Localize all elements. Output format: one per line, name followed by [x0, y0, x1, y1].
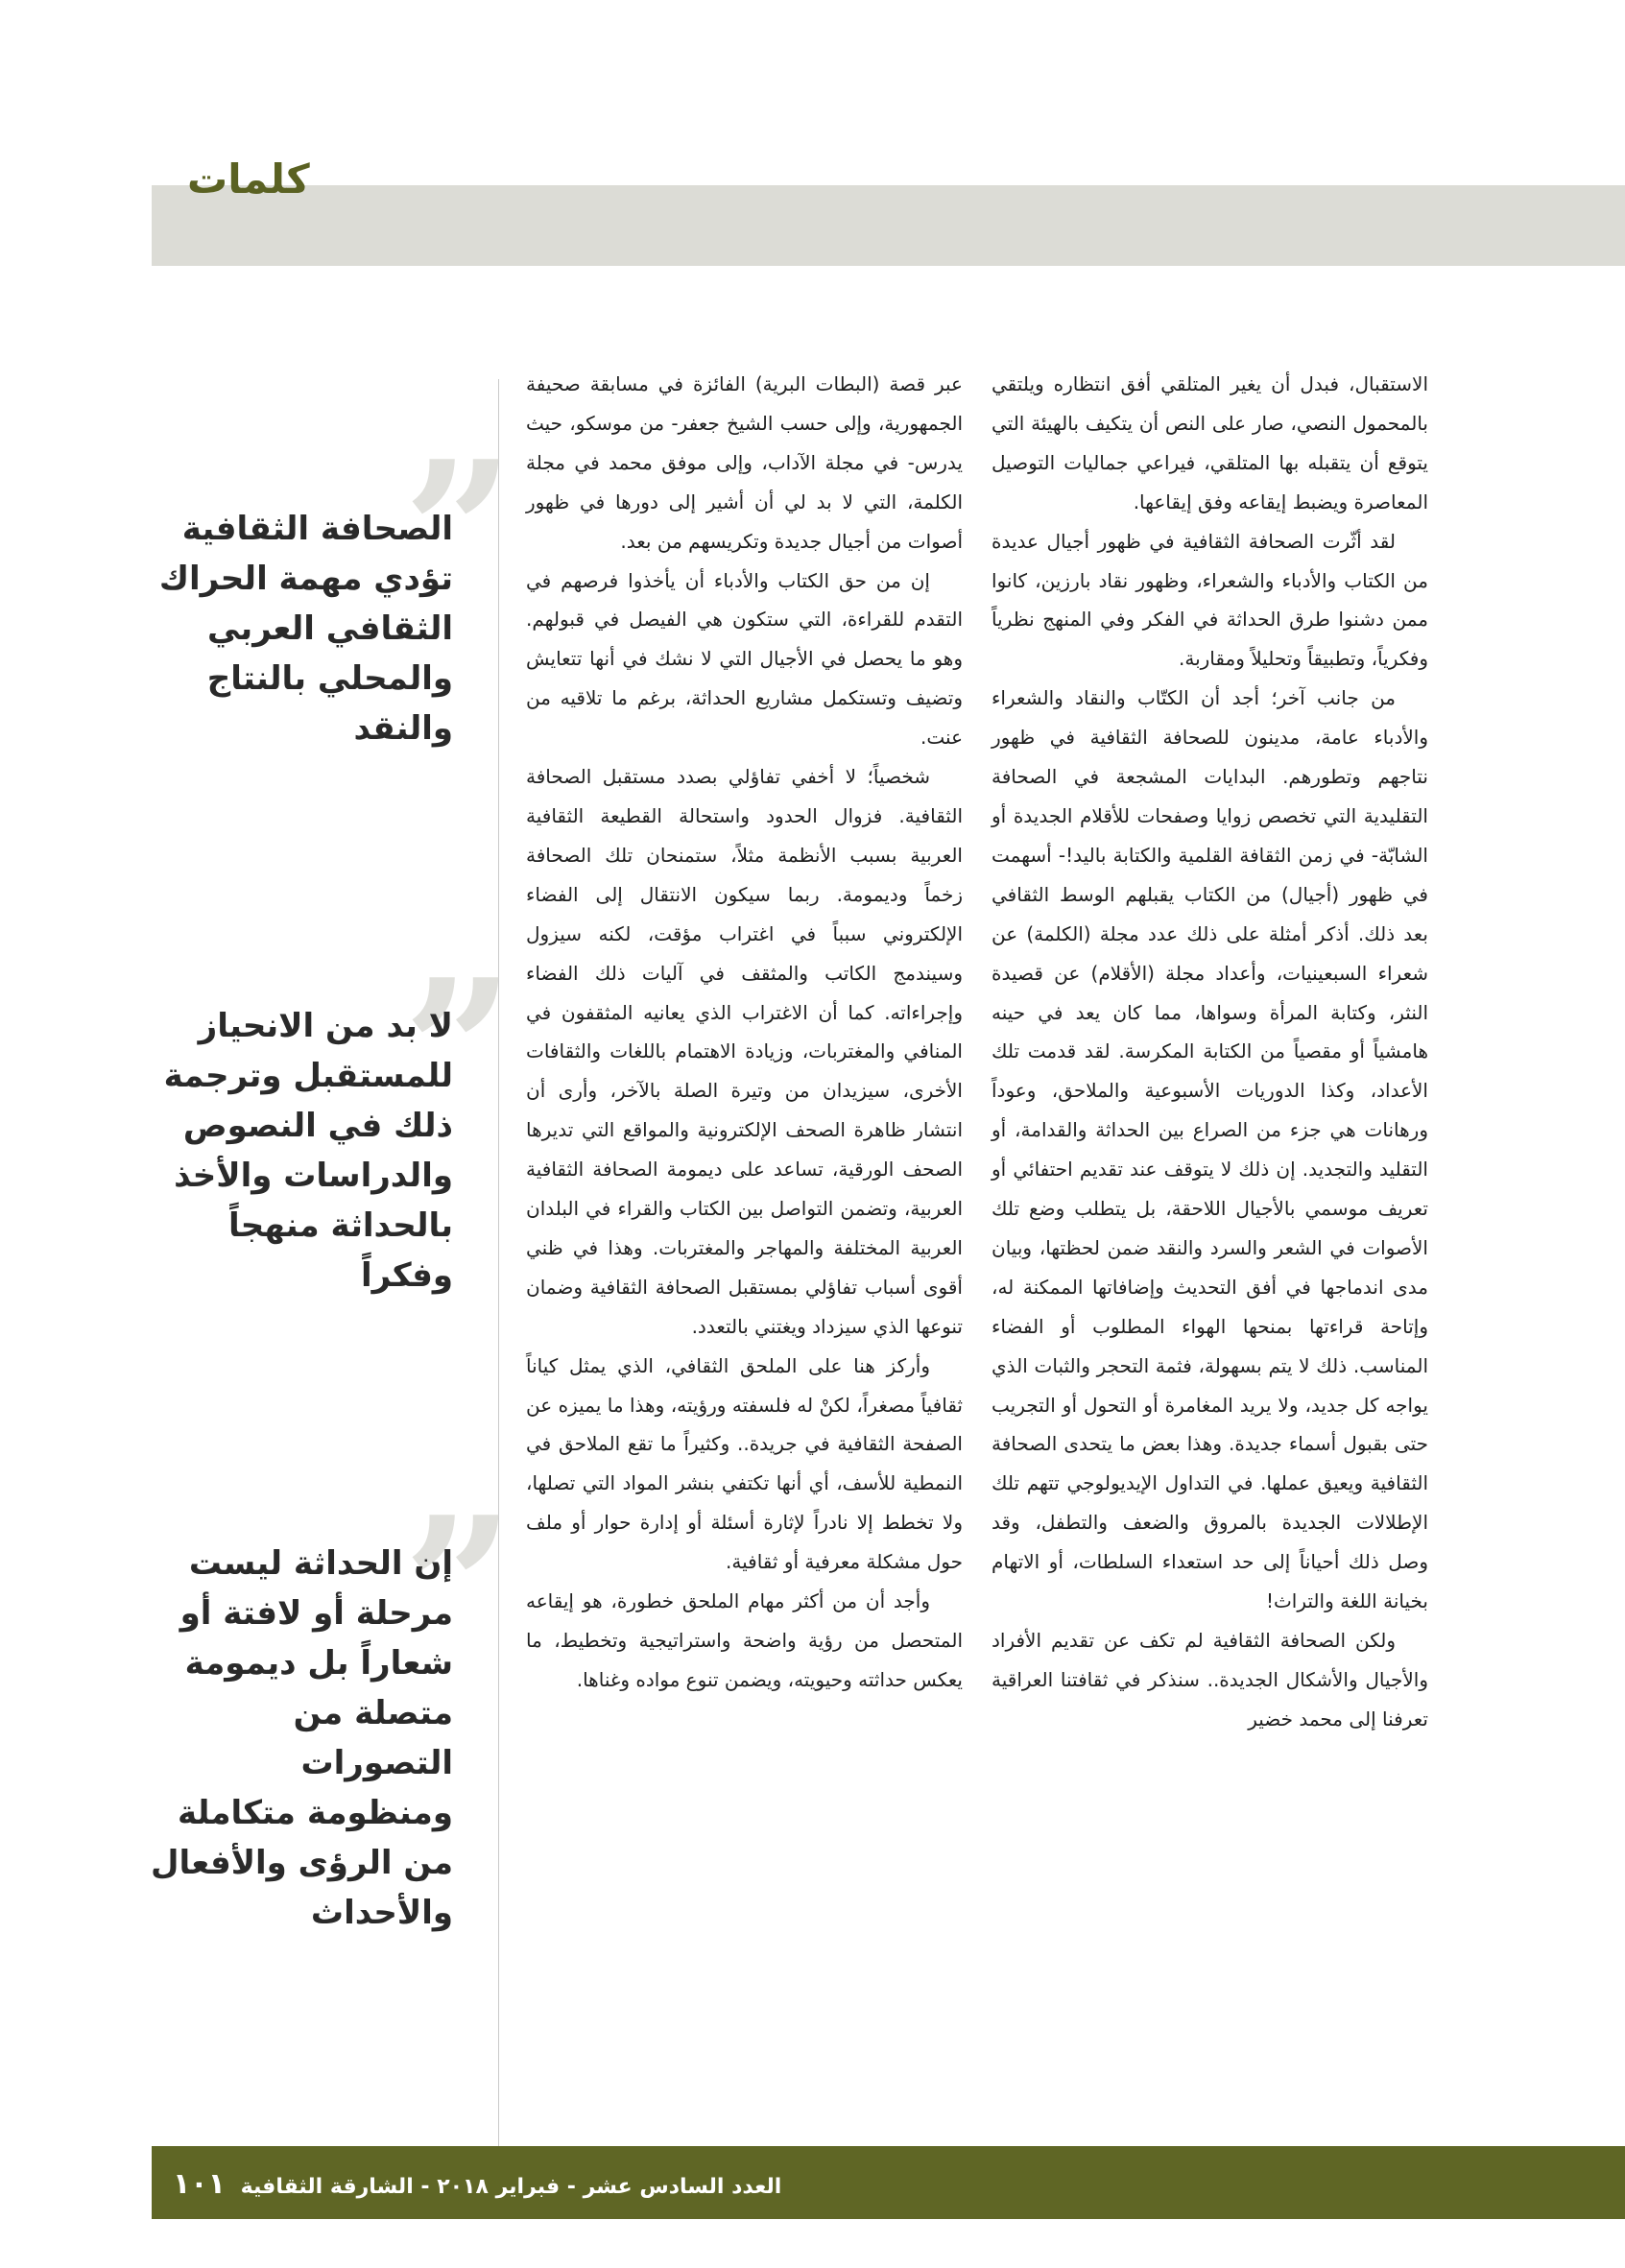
quote-mark-icon: ”: [403, 1475, 514, 1701]
section-header-band: [152, 185, 1625, 266]
quote-mark-icon: ”: [403, 938, 514, 1163]
paragraph: عبر قصة (البطات البرية) الفائزة في مسابقة صحيفة الجمهورية، وإلى حسب الشيخ جعفر- من موسكو، حيث يدرس- في مجلة الآداب، وإلى موفق محمد في مجلة الكلمة، التي لا بد لي أن أشير إلى دورها في ظهور أصوات من أجيال جديدة وتكريسهم من بعد.: [526, 372, 963, 553]
pull-quote: لا بد من الانحياز للمستقبل وترجمة ذلك في النصوص والدراسات والأخذ بالحداثة منهجاً وفكراً: [163, 1007, 453, 1295]
page-number: ١٠١: [173, 2167, 226, 2201]
pull-quote: إن الحداثة ليست مرحلة أو لافتة أو شعاراً بل ديمومة متصلة من التصورات ومنظومة متكاملة من الرؤى والأفعال والأحداث: [150, 1544, 453, 1932]
quote-mark-icon: ”: [403, 419, 514, 645]
paragraph: لقد أثّرت الصحافة الثقافية في ظهور أجيال عديدة من الكتاب والأدباء والشعراء، وظهور نقاد بارزين، كانوا ممن دشنوا طرق الحداثة في الفكر وفي المنهج نظرياً وفكرياً، وتطبيقاً وتحليلاً ومقاربة.: [992, 529, 1428, 671]
paragraph: شخصياً؛ لا أخفي تفاؤلي بصدد مستقبل الصحافة الثقافية. فزوال الحدود واستحالة القطيعة الثقافية العربية بسبب الأنظمة مثلاً، ستمنحان تلك الصحافة زخماً وديمومة. ربما سيكون الانتقال إلى الفضاء الإلكتروني سبباً في اغتراب مؤقت، لكنه سيزول وسيندمج الكاتب والمثقف في آليات ذلك الفضاء وإجراءاته. كما أن الاغتراب الذي يعانيه المثقفون في المنافي والمغتربات، وزيادة الاهتمام باللغات والثقافات الأخرى، سيزيدان من وتيرة الصلة بالآخر، وأرى أن انتشار ظاهرة الصحف الإلكترونية والمواقع التي تديرها الصحف الورقية، تساعد على ديمومة الصحافة الثقافية العربية، وتضمن التواصل بين الكتاب والقراء في البلدان العربية المختلفة والمهاجر والمغتربات. وهذا في ظني أقوى أسباب تفاؤلي بمستقبل الصحافة الثقافية وضمان تنوعها الذي سيزداد ويغتني بالتعدد.: [526, 765, 963, 1338]
magazine-name: الشارقة الثقافية: [240, 2175, 414, 2199]
paragraph: من جانب آخر؛ أجد أن الكتّاب والنقاد والشعراء والأدباء عامة، مدينون للصحافة الثقافية في ظهور نتاجهم وتطورهم. البدايات المشجعة في الصحافة التقليدية التي تخصص زوايا وصفحات للأقلام الجديدة أو الشابّة- في زمن الثقافة القلمية والكتابة باليد!- أسهمت في ظهور (أجيال) من الكتاب يقبلهم الوسط الثقافي بعد ذلك. أذكر أمثلة على ذلك عدد مجلة (الكلمة) عن شعراء السبعينيات، وأعداد مجلة (الأقلام) عن قصيدة النثر، وكتابة المرأة وسواها، مما كان يعد في حينه هامشياً أو مقصياً من الكتابة المكرسة. لقد قدمت تلك الأعداد، وكذا الدوريات الأسبوعية والملاحق، وعوداً ورهانات هي جزء من الصراع بين الحداثة والقدامة، أو التقليد والتجديد. إن ذلك لا يتوقف عند تقديم احتفائي أو تعريف موسمي بالأجيال اللاحقة، بل يتطلب وضع تلك الأصوات في الشعر والسرد والنقد ضمن لحظتها، وبيان مدى اندماجها في أفق التحديث وإضافاتها الممكنة له، وإتاحة قراءتها بمنحها الهواء المطلوب أو الفضاء المناسب. ذلك لا يتم بسهولة، فثمة التحجر والثبات الذي يواجه كل جديد، ولا يريد المغامرة أو التحول أو التجريب حتى بقبول أسماء جديدة. وهذا بعض ما يتحدى الصحافة الثقافية ويعيق عملها. في التداول الإيديولوجي تتهم تلك الإطلالات الجديدة بالمروق والضعف والتطفل، وقد وصل ذلك أحياناً إلى حد استعداء السلطات، أو الاتهام بخيانة اللغة والتراث!: [992, 686, 1428, 1613]
footer: [173, 2167, 781, 2201]
section-title: كلمات: [187, 155, 310, 203]
column-divider: [498, 379, 499, 2160]
paragraph: ولكن الصحافة الثقافية لم تكف عن تقديم الأفراد والأجيال والأشكال الجديدة.. سنذكر في ثقافتنا العراقية تعرفنا إلى محمد خضير: [992, 1629, 1428, 1731]
paragraph: وأركز هنا على الملحق الثقافي، الذي يمثل كياناً ثقافياً مصغراً، لكنْ له فلسفته ورؤيته، وهذا ما يميزه عن الصفحة الثقافية في جريدة.. وكثيراً ما تقع الملاحق في النمطية للأسف، أي أنها تكتفي بنشر المواد التي تصلها، ولا تخطط إلا نادراً لإثارة أسئلة أو إدارة حوار أو ملف حول مشكلة معرفية أو ثقافية.: [526, 1353, 963, 1574]
paragraph: وأجد أن من أكثر مهام الملحق خطورة، هو إيقاعه المتحصل من رؤية واضحة واستراتيجية وتخطيط، ما يعكس حداثته وحيويته، ويضمن تنوع مواده وغناها.: [526, 1589, 963, 1691]
pull-quote: الصحافة الثقافية تؤدي مهمة الحراك الثقافي العربي والمحلي بالنتاج والنقد: [158, 510, 453, 748]
article-column-right: [992, 365, 1428, 1739]
paragraph: الاستقبال، فبدل أن يغير المتلقي أفق انتظاره ويلتقي بالمحمول النصي، صار على النص أن يتكيف بالهيئة التي يتوقع أن يتقبله بها المتلقي، فيراعي جماليات التوصيل المعاصرة ويضبط إيقاعه وفق إيقاعها.: [992, 372, 1428, 513]
paragraph: إن من حق الكتاب والأدباء أن يأخذوا فرصهم في التقدم للقراءة، التي ستكون هي الفيصل في قبولهم. وهو ما يحصل في الأجيال التي لا نشك في أنها تتعايش وتضيف وتستكمل مشاريع الحداثة، برغم ما تلاقيه من عنت.: [526, 568, 963, 750]
article-column-middle: [526, 365, 963, 1700]
issue-info: العدد السادس عشر - فبراير ٢٠١٨ -: [420, 2175, 782, 2199]
